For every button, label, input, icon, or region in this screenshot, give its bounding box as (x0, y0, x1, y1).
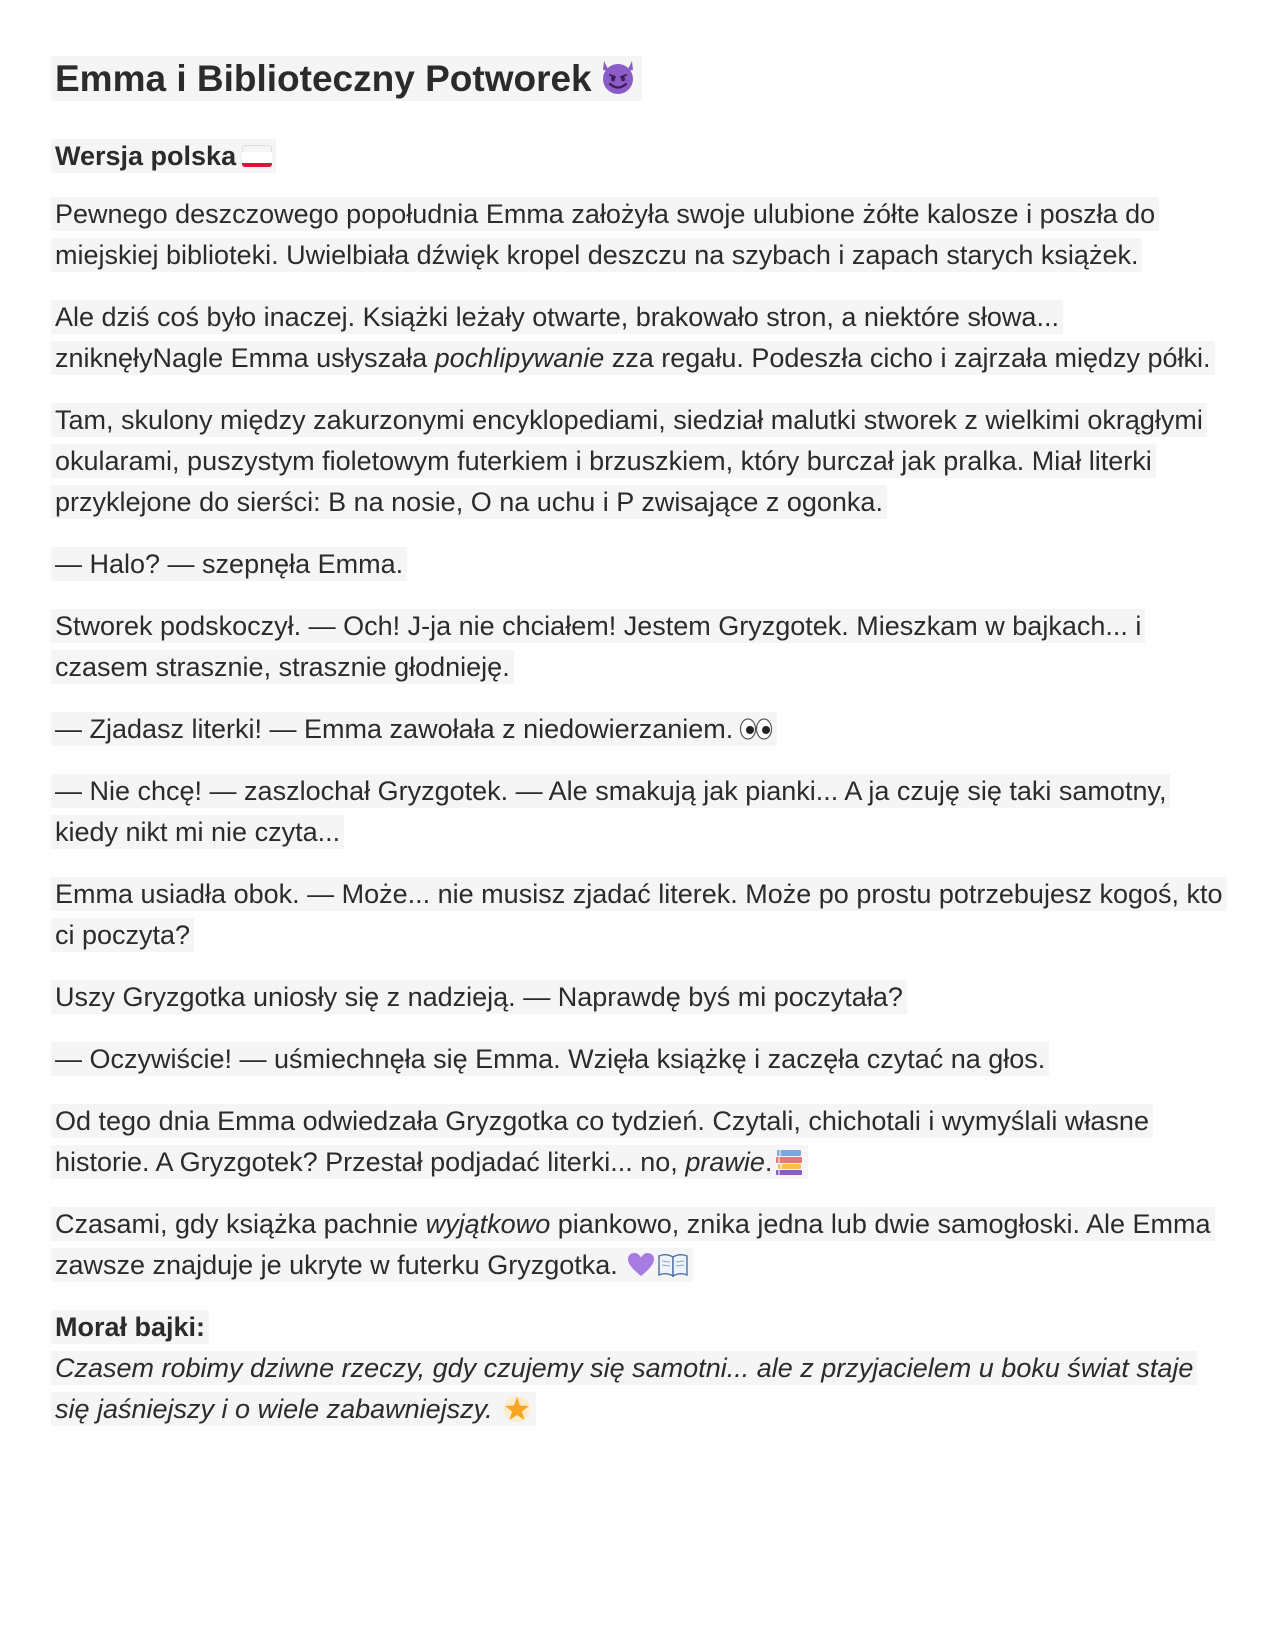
subtitle-text: Wersja polska (55, 141, 237, 171)
paragraph-11 (55, 1101, 1225, 1183)
paragraph-12-text-a: Czasami, gdy książka pachnie (55, 1209, 426, 1239)
moral-highlight (51, 1310, 1197, 1426)
moral-label: Morał bajki: (55, 1312, 206, 1342)
paragraph-9 (55, 977, 1225, 1018)
paragraph-4-text: — Halo? — szepnęła Emma. (51, 547, 407, 581)
paragraph-6 (55, 709, 1225, 750)
story-document (55, 52, 1225, 1451)
paragraph-11-highlight (51, 1104, 1153, 1179)
paragraph-12-highlight (51, 1207, 1215, 1282)
story-title (55, 52, 1225, 106)
moral-block (55, 1307, 1225, 1430)
paragraph-1-text: Pewnego deszczowego popołudnia Emma założyła swoje ulubione żółte kalosze i poszła do miejskiej biblioteki. Uwielbiała dźwięk kropel deszczu na szybach i zapach starych książek. (51, 197, 1159, 272)
paragraph-11-emphasis: prawie (685, 1147, 765, 1177)
paragraph-11-text-b: . (764, 1147, 773, 1177)
paragraph-4 (55, 544, 1225, 585)
story-title-text: Emma i Biblioteczny Potworek (55, 58, 592, 99)
paragraph-5-text: Stworek podskoczył. — Och! J-ja nie chciałem! Jestem Gryzgotek. Mieszkam w bajkach... i czasem strasznie, strasznie głodnieję. (51, 609, 1145, 684)
paragraph-3 (55, 400, 1225, 523)
glowing-star-icon (502, 1394, 532, 1424)
paragraph-9-text: Uszy Gryzgotka uniosły się z nadzieją. — Naprawdę byś mi poczytała? (51, 980, 907, 1014)
eyes-icon (739, 716, 773, 742)
paragraph-8 (55, 874, 1225, 956)
books-icon (774, 1147, 804, 1177)
paragraph-10 (55, 1039, 1225, 1080)
language-subtitle (55, 136, 1225, 176)
paragraph-10-text: — Oczywiście! — uśmiechnęła się Emma. Wzięła książkę i zaczęła czytać na głos. (51, 1042, 1049, 1076)
paragraph-6-text: — Zjadasz literki! — Emma zawołała z niedowierzaniem. (55, 714, 734, 744)
paragraph-12-text-b: piankowo, znika jedna lub dwie samogłoski. Ale Emma zawsze znajduje je ukryte w futerku Gryzgotka. (55, 1209, 1211, 1280)
paragraph-7 (55, 771, 1225, 853)
paragraph-5 (55, 606, 1225, 688)
paragraph-2 (55, 297, 1225, 379)
moral-text: Czasem robimy dziwne rzeczy, gdy czujemy się samotni... ale z przyjacielem u boku świat staje się jaśniejszy i o wiele zabawniejszy. (55, 1353, 1194, 1424)
paragraph-2-highlight (51, 300, 1215, 375)
paragraph-11-text-a: Od tego dnia Emma odwiedzała Gryzgotka co tydzień. Czytali, chichotali i wymyślali własne historie. A Gryzgotek? Przestał podjadać literki... no, (55, 1106, 1149, 1177)
paragraph-12-emphasis: wyjątkowo (425, 1209, 551, 1239)
smiling-devil-icon (598, 57, 638, 97)
subtitle-highlight (51, 139, 276, 173)
story-title-highlight (51, 56, 642, 101)
paragraph-3-text: Tam, skulony między zakurzonymi encyklopediami, siedział malutki stworek z wielkimi okrągłymi okularami, puszystym fioletowym futerkiem i brzuszkiem, który burczał jak pralka. Miał literki przyklejone do sierści: B na nosie, O na uchu i P zwisające z ogonka. (51, 403, 1207, 519)
paragraph-2-emphasis: pochlipywanie (434, 343, 605, 373)
paragraph-1 (55, 194, 1225, 276)
open-book-icon (657, 1252, 689, 1278)
paragraph-2-text-b: zza regału. Podeszła cicho i zajrzała między półki. (604, 343, 1211, 373)
paragraph-12 (55, 1204, 1225, 1286)
paragraph-8-text: Emma usiadła obok. — Może... nie musisz zjadać literek. Może po prostu potrzebujesz kogoś, kto ci poczyta? (51, 877, 1227, 952)
purple-heart-icon (627, 1252, 655, 1278)
poland-flag-icon (242, 145, 272, 167)
paragraph-2-text-a: Ale dziś coś było inaczej. Książki leżały otwarte, brakowało stron, a niektóre słowa... zniknęłyNagle Emma usłyszała (55, 302, 1059, 373)
paragraph-7-text: — Nie chcę! — zaszlochał Gryzgotek. — Ale smakują jak pianki... A ja czuję się taki samotny, kiedy nikt mi nie czyta... (51, 774, 1170, 849)
paragraph-6-highlight (51, 712, 777, 746)
